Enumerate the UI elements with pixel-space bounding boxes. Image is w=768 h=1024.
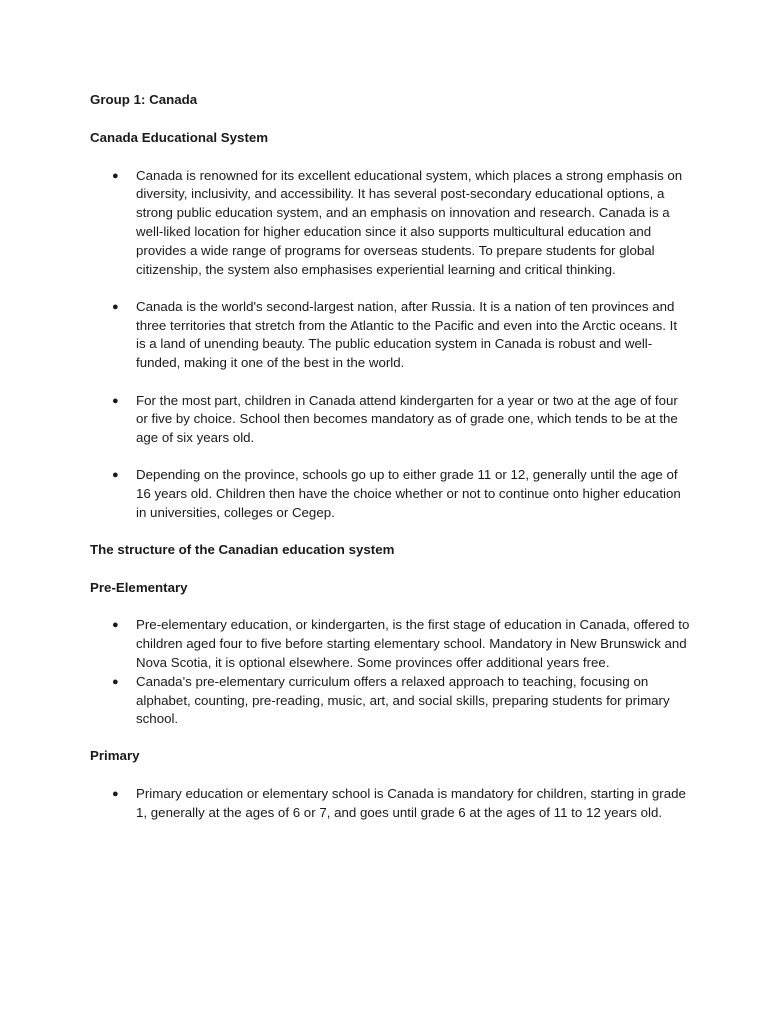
bullet-icon: ● [112,300,119,313]
subsection-title-pre-elementary: Pre-Elementary [90,579,188,595]
list-item-text: Primary education or elementary school is Canada is mandatory for children, starting in grade 1, generally at the ages of 6 or 7, and goes until grade 6 at the ages of 11 to 12 years old. [136,786,686,820]
list-item [90,785,690,823]
bullet-icon: ● [112,675,119,688]
document-page [90,91,690,823]
list-item [90,616,690,672]
primary-list [90,785,690,823]
list-item-text: Canada is the world's second-largest nation, after Russia. It is a nation of ten provinces and three territories that stretch from the Atlantic to the Pacific and even into the Arctic oceans. It is a land of unending beauty. The public education system in Canada is robust and well-funded, making it one of the best in the world. [136,298,678,371]
bullet-icon: ● [112,394,119,407]
list-item-text: Pre-elementary education, or kindergarten, is the first stage of education in Canada, offered to children aged four to five before starting elementary school. Mandatory in New Brunswick and Nova Scotia, it is optional elsewhere. Some provinces offer additional years free. [136,617,690,671]
list-item-text: Canada is renowned for its excellent educational system, which places a strong emphasis on diversity, inclusivity, and accessibility. It has several post-secondary educational options, a strong public education system, and an emphasis on innovation and research. Canada is a well-liked location for higher education since it also supports multicultural education and provides a wide range of programs for overseas students. To prepare students for global citizenship, the system also emphasises experiential learning and critical thinking. [136,167,683,277]
bullet-icon: ● [112,619,119,632]
section-title-educational-system: Canada Educational System [90,129,269,145]
list-item-text: For the most part, children in Canada attend kindergarten for a year or two at the age of four or five by choice. School then becomes mandatory as of grade one, which tends to be at the age of six years old. [136,392,678,446]
list-item [90,392,690,448]
list-item [90,167,690,280]
bullet-icon: ● [112,469,119,482]
list-item [90,298,690,373]
subsection-title-primary: Primary [90,748,140,764]
bullet-icon: ● [112,169,119,182]
group-title: Group 1: Canada [90,92,198,107]
bullet-icon: ● [112,788,119,801]
pre-elementary-list [90,616,690,729]
list-item-text: Canada's pre-elementary curriculum offers a relaxed approach to teaching, focusing on alphabet, counting, pre-reading, music, art, and social skills, preparing students for primary school. [136,673,670,727]
list-item-text: Depending on the province, schools go up to either grade 11 or 12, generally until the age of 16 years old. Children then have the choice whether or not to continue onto higher education in universities, colleges or Cegep. [136,467,681,521]
list-item [90,466,690,522]
section-title-structure: The structure of the Canadian education system [90,541,395,557]
list-item [90,673,690,729]
educational-system-list [90,167,690,523]
